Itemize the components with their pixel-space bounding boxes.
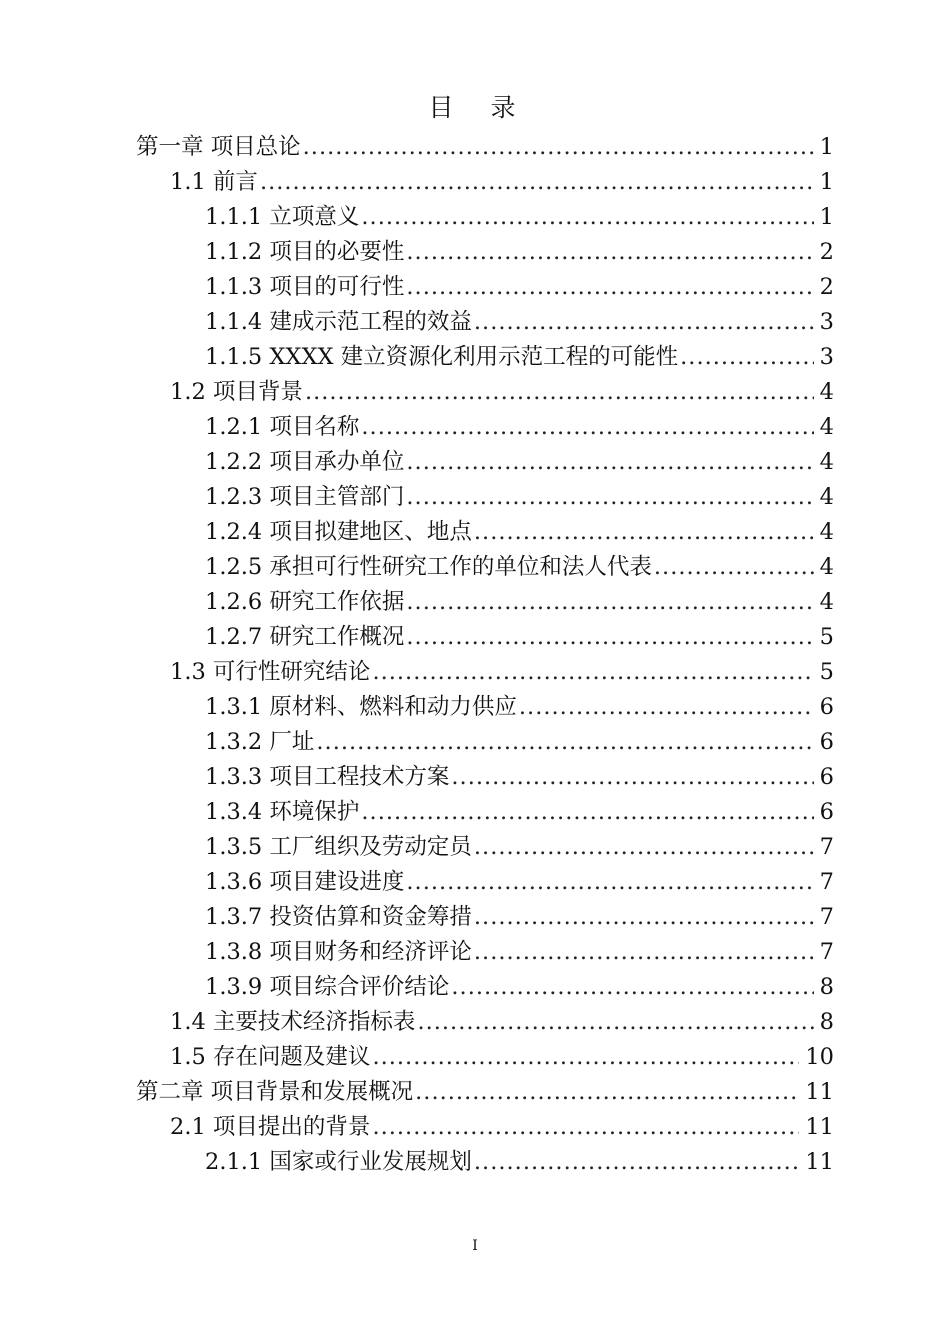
toc-entry-page: 6: [819, 799, 834, 825]
toc-entry[interactable]: [205, 445, 834, 480]
toc-entry-text: 1.1.5 XXXX 建立资源化利用示范工程的可能性: [205, 344, 679, 370]
toc-entry-text: 第二章 项目背景和发展概况: [136, 1079, 414, 1105]
toc-dot-leader: [406, 270, 813, 305]
toc-entry-text: 1.2.4 项目拟建地区、地点: [205, 519, 472, 545]
toc-entry-text: 1.2 项目背景: [170, 379, 303, 405]
toc-entry-text: 1.3.4 环境保护: [205, 799, 360, 825]
toc-entry[interactable]: [205, 690, 834, 725]
toc-entry-page: 8: [819, 974, 834, 1000]
toc-entry-text: 1.3.7 投资估算和资金筹措: [205, 904, 472, 930]
toc-dot-leader: [406, 585, 813, 620]
toc-dot-leader: [361, 795, 813, 830]
toc-entry-text: 1.2.2 项目承办单位: [205, 449, 405, 475]
toc-entry[interactable]: [205, 970, 834, 1005]
toc-dot-leader: [372, 1040, 799, 1075]
toc-entry-text: 1.2.5 承担可行性研究工作的单位和法人代表: [205, 554, 652, 580]
toc-entry[interactable]: [170, 1040, 834, 1075]
toc-dot-leader: [303, 130, 814, 165]
toc-entry-page: 7: [819, 904, 834, 930]
toc-entry-text: 1.1.2 项目的必要性: [205, 239, 405, 265]
toc-dot-leader: [417, 1005, 813, 1040]
toc-dot-leader: [406, 235, 813, 270]
toc-dot-leader: [372, 655, 813, 690]
toc-dot-leader: [361, 410, 813, 445]
toc-dot-leader: [316, 725, 813, 760]
toc-entry[interactable]: [205, 340, 834, 375]
toc-entry[interactable]: [205, 480, 834, 515]
toc-entry-text: 1.3.5 工厂组织及劳动定员: [205, 834, 472, 860]
toc-entry-page: 3: [819, 344, 834, 370]
toc-entry-page: 2: [819, 274, 834, 300]
toc-entry[interactable]: [205, 585, 834, 620]
toc-entry-page: 6: [819, 729, 834, 755]
toc-entry[interactable]: [170, 655, 834, 690]
toc-dot-leader: [415, 1075, 799, 1110]
toc-dot-leader: [451, 970, 813, 1005]
toc-entry-text: 1.3.8 项目财务和经济评论: [205, 939, 472, 965]
toc-dot-leader: [680, 340, 814, 375]
toc-entry-text: 1.3.9 项目综合评价结论: [205, 974, 450, 1000]
toc-entry-text: 第一章 项目总论: [136, 134, 301, 160]
toc-entry[interactable]: [170, 375, 834, 410]
toc-dot-leader: [406, 620, 813, 655]
toc-entry-page: 3: [819, 309, 834, 335]
toc-entry-text: 1.3.3 项目工程技术方案: [205, 764, 450, 790]
toc-entry-page: 10: [805, 1044, 834, 1070]
toc-entry[interactable]: [205, 935, 834, 970]
toc-dot-leader: [519, 690, 814, 725]
toc-entry-page: 4: [819, 414, 834, 440]
toc-entry-page: 5: [819, 624, 834, 650]
toc-entry-text: 1.3.6 项目建设进度: [205, 869, 405, 895]
toc-entry[interactable]: [205, 620, 834, 655]
toc-entry[interactable]: [205, 550, 834, 585]
toc-entry-text: 1.3.1 原材料、燃料和动力供应: [205, 694, 517, 720]
toc-entry-text: 1.3.2 厂址: [205, 729, 315, 755]
toc-dot-leader: [260, 165, 814, 200]
toc-entry-text: 1.1.3 项目的可行性: [205, 274, 405, 300]
toc-entry-page: 7: [819, 834, 834, 860]
toc-dot-leader: [474, 900, 814, 935]
toc-dot-leader: [474, 305, 814, 340]
toc-entry-text: 1.1 前言: [170, 169, 258, 195]
toc-entry[interactable]: [205, 235, 834, 270]
toc-entry-text: 1.2.1 项目名称: [205, 414, 360, 440]
toc-entry-page: 8: [819, 1009, 834, 1035]
toc-dot-leader: [305, 375, 814, 410]
toc-entry[interactable]: [205, 725, 834, 760]
toc-entry-text: 1.1.1 立项意义: [205, 204, 360, 230]
toc-entry[interactable]: [170, 1005, 834, 1040]
toc-entry[interactable]: [205, 900, 834, 935]
toc-entry-page: 4: [819, 554, 834, 580]
toc-entry-page: 4: [819, 379, 834, 405]
toc-entry-page: 1: [819, 134, 834, 160]
toc-entry[interactable]: [205, 305, 834, 340]
toc-entry-page: 1: [819, 169, 834, 195]
toc-entry-page: 7: [819, 939, 834, 965]
toc-entry-text: 1.4 主要技术经济指标表: [170, 1009, 416, 1035]
toc-dot-leader: [474, 935, 814, 970]
toc-dot-leader: [474, 830, 814, 865]
toc-entry[interactable]: [170, 165, 834, 200]
toc-dot-leader: [406, 445, 813, 480]
toc-entry[interactable]: [205, 795, 834, 830]
toc-entry-text: 1.1.4 建成示范工程的效益: [205, 309, 472, 335]
toc-entry-page: 6: [819, 694, 834, 720]
toc-dot-leader: [474, 515, 814, 550]
toc-entry-text: 1.2.3 项目主管部门: [205, 484, 405, 510]
toc-entry[interactable]: [136, 130, 834, 165]
toc-dot-leader: [361, 200, 813, 235]
toc-dot-leader: [406, 865, 813, 900]
toc-dot-leader: [372, 1110, 799, 1145]
toc-entry[interactable]: [205, 200, 834, 235]
toc-entry[interactable]: [205, 270, 834, 305]
toc-entry-text: 1.2.6 研究工作依据: [205, 589, 405, 615]
toc-entry-page: 5: [819, 659, 834, 685]
toc-entry-page: 4: [819, 484, 834, 510]
toc-entry[interactable]: [136, 1075, 834, 1110]
toc-dot-leader: [474, 1145, 799, 1180]
toc-entry-text: 2.1.1 国家或行业发展规划: [205, 1149, 472, 1175]
toc-entry-page: 2: [819, 239, 834, 265]
toc-entry-page: 4: [819, 519, 834, 545]
toc-entry-page: 11: [805, 1149, 834, 1175]
toc-entry-page: 4: [819, 449, 834, 475]
toc-entry-text: 2.1 项目提出的背景: [170, 1114, 371, 1140]
toc-entry[interactable]: [205, 865, 834, 900]
toc-entry[interactable]: [205, 410, 834, 445]
toc-entry-text: 1.5 存在问题及建议: [170, 1044, 371, 1070]
toc-entry[interactable]: [205, 830, 834, 865]
toc-entry-page: 1: [819, 204, 834, 230]
toc-entry-page: 7: [819, 869, 834, 895]
toc-entry-text: 1.3 可行性研究结论: [170, 659, 371, 685]
toc-entry-text: 1.2.7 研究工作概况: [205, 624, 405, 650]
toc-dot-leader: [451, 760, 813, 795]
toc-entry[interactable]: [205, 1145, 834, 1180]
toc-entry[interactable]: [205, 760, 834, 795]
toc-entry-page: 4: [819, 589, 834, 615]
toc-dot-leader: [654, 550, 814, 585]
page-number-footer: I: [472, 1238, 478, 1254]
toc-entry[interactable]: [170, 1110, 834, 1145]
toc-title: 目 录: [428, 93, 522, 122]
toc-entry-page: 6: [819, 764, 834, 790]
toc-entry-page: 11: [805, 1079, 834, 1105]
toc-entry-page: 11: [805, 1114, 834, 1140]
toc-dot-leader: [406, 480, 813, 515]
toc-entry[interactable]: [205, 515, 834, 550]
